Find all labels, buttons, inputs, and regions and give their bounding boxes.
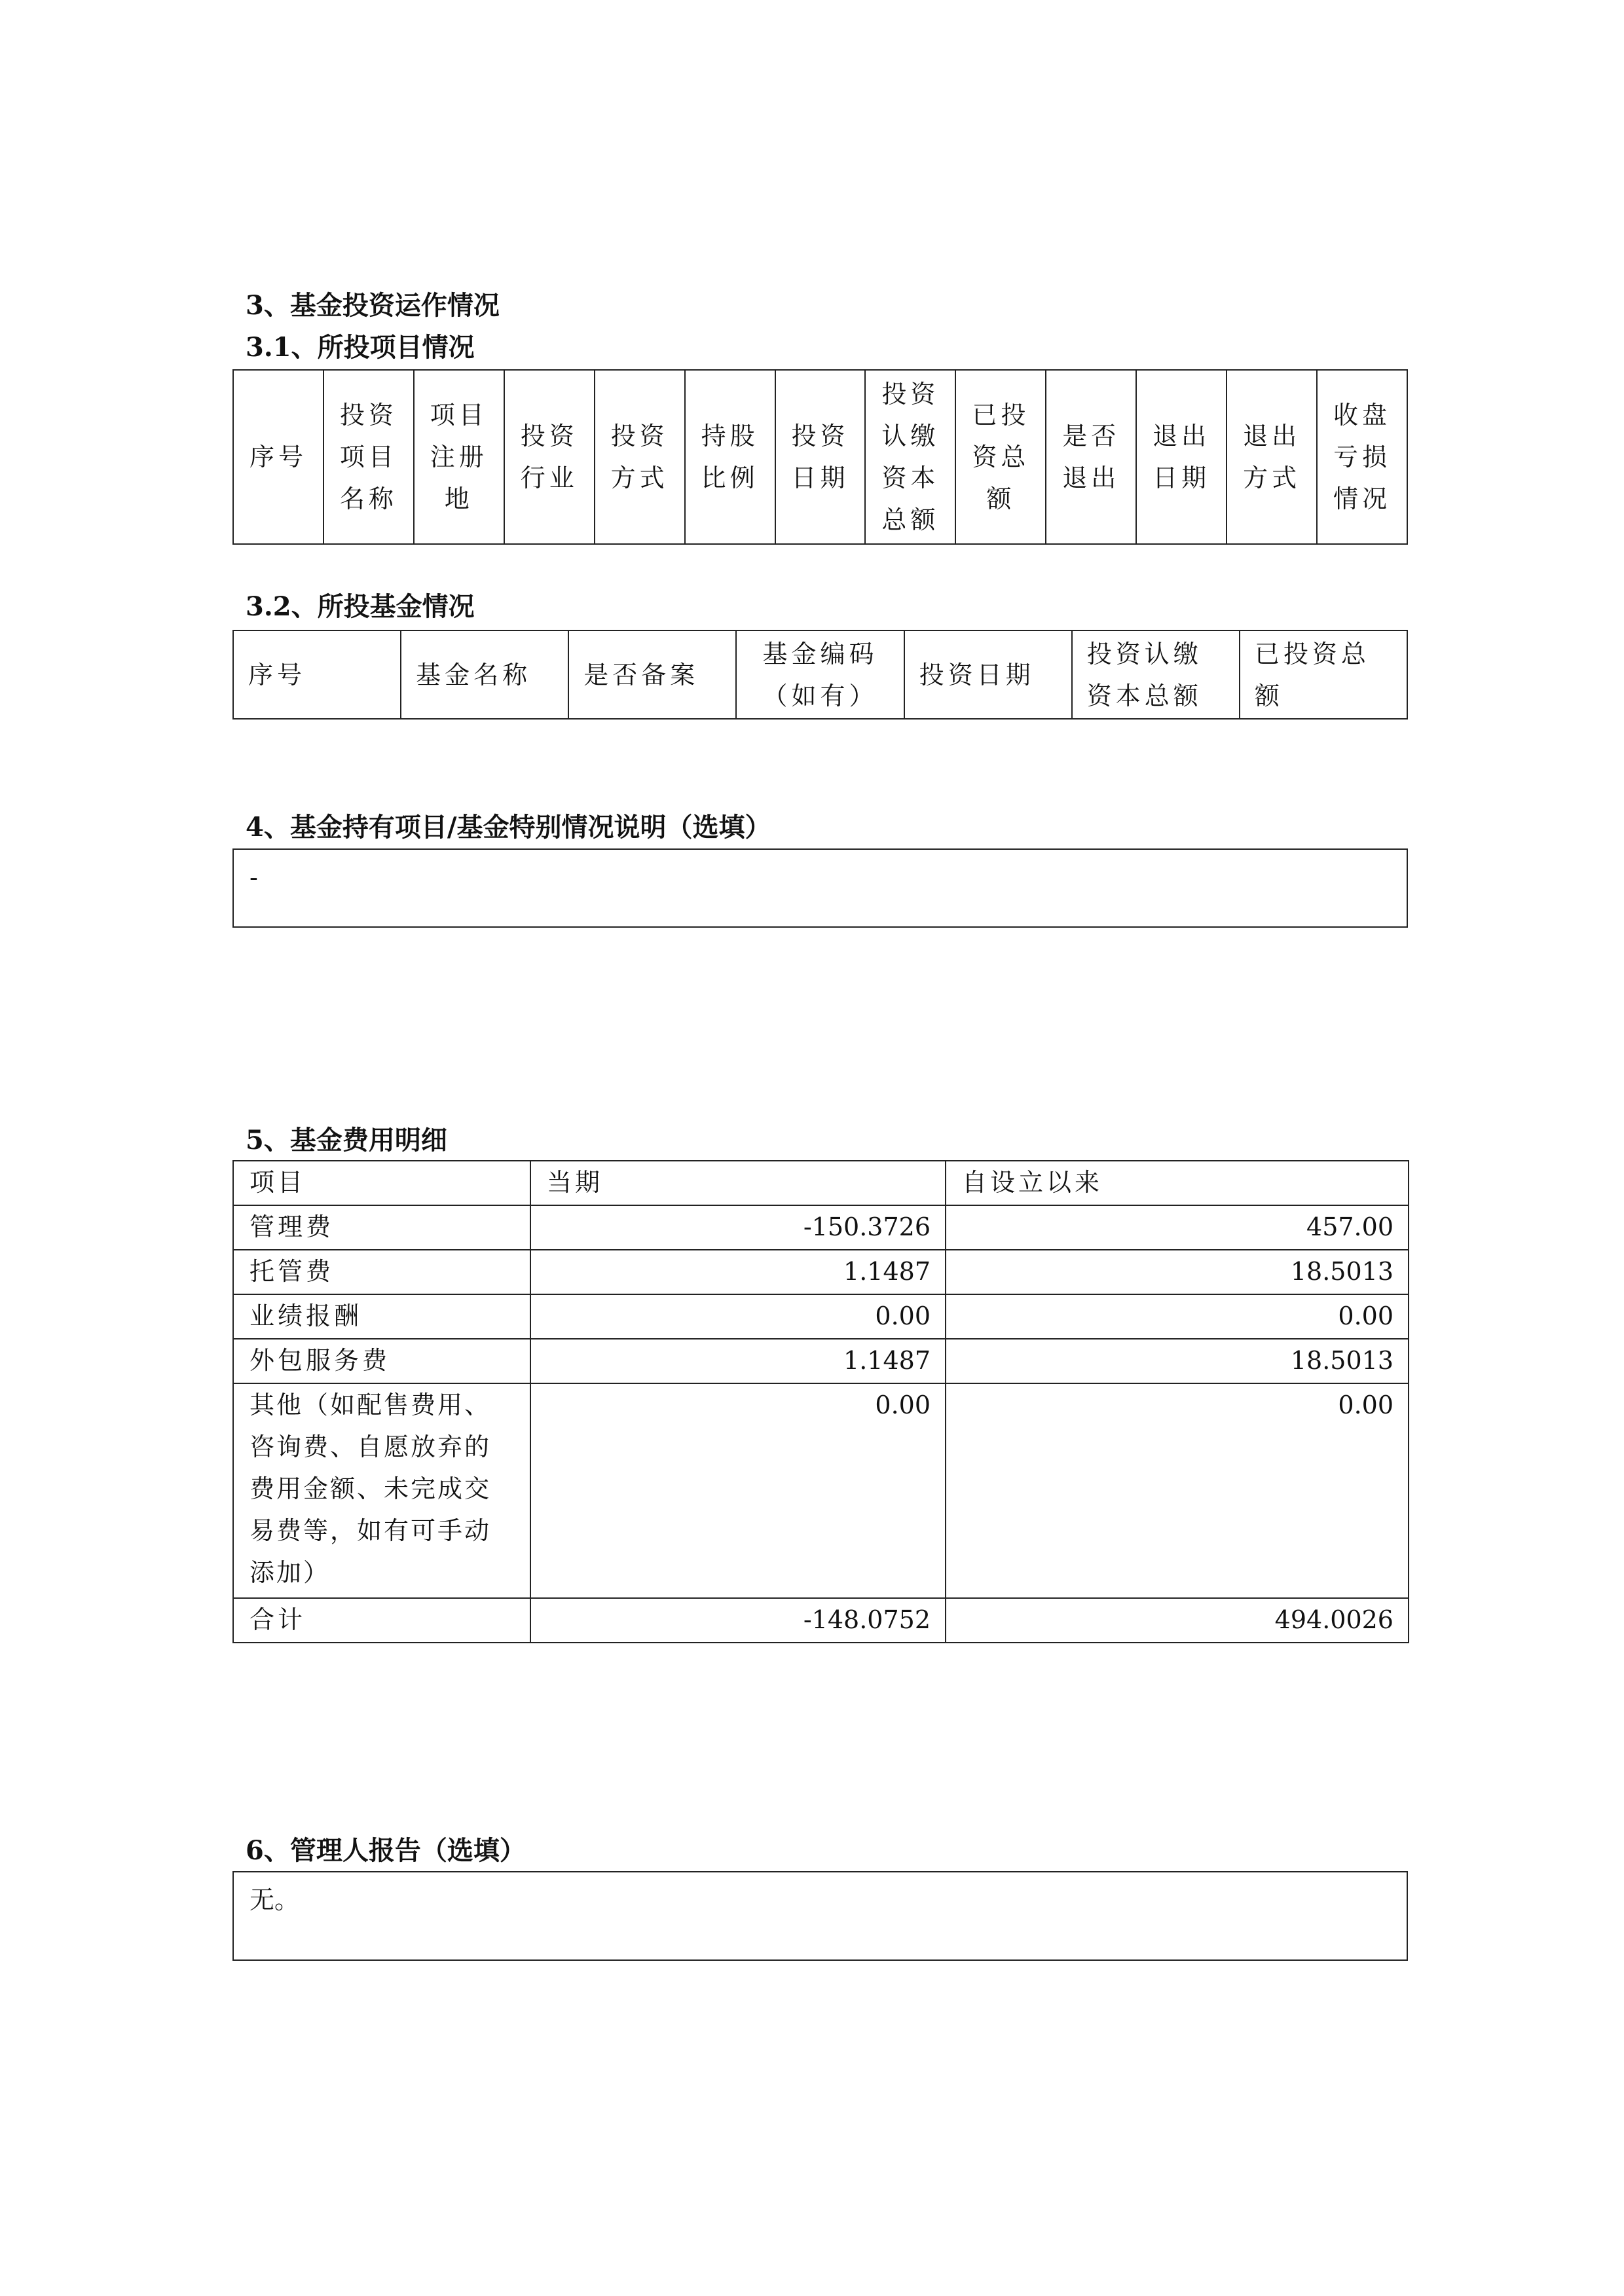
fee-item: 托管费 — [233, 1250, 530, 1294]
invested-projects-table — [232, 369, 1408, 545]
fee-since: 18.5013 — [946, 1250, 1409, 1294]
header-cell: 当期 — [530, 1161, 946, 1205]
table-row — [233, 1339, 1409, 1383]
header-cell: 序号 — [233, 630, 401, 719]
header-cell: 基金名称 — [401, 630, 568, 719]
header-cell: 收盘 亏损 情况 — [1317, 370, 1407, 544]
header-cell: 投资 日期 — [775, 370, 866, 544]
fee-since: 0.00 — [946, 1383, 1409, 1598]
section3-title: 3、基金投资运作情况 — [246, 290, 500, 321]
header-cell: 持股 比例 — [685, 370, 775, 544]
header-cell: 退出 日期 — [1136, 370, 1227, 544]
fee-item: 业绩报酬 — [233, 1294, 530, 1339]
manager-report-box — [232, 1871, 1408, 1961]
table-row — [233, 1598, 1409, 1643]
fee-current: 0.00 — [530, 1294, 946, 1339]
section5-title: 5、基金费用明细 — [246, 1125, 447, 1156]
special-notes-content: - — [233, 849, 1407, 927]
fee-details-table — [232, 1160, 1409, 1643]
fee-current: -148.0752 — [530, 1598, 946, 1643]
header-cell: 是否 退出 — [1046, 370, 1136, 544]
special-notes-box — [232, 848, 1408, 928]
fee-item: 管理费 — [233, 1205, 530, 1250]
table-row — [233, 1383, 1409, 1598]
fee-since: 18.5013 — [946, 1339, 1409, 1383]
fee-item: 其他（如配售费用、 咨询费、自愿放弃的 费用金额、未完成交 易费等，如有可手动 添加） — [233, 1383, 530, 1598]
table-row — [233, 1294, 1409, 1339]
header-cell: 基金编码 （如有） — [736, 630, 904, 719]
header-cell: 投资 行业 — [504, 370, 595, 544]
header-cell: 自设立以来 — [946, 1161, 1409, 1205]
fee-item: 合计 — [233, 1598, 530, 1643]
header-cell: 已投 资总 额 — [955, 370, 1046, 544]
header-cell: 投资认缴 资本总额 — [1072, 630, 1240, 719]
fee-since: 494.0026 — [946, 1598, 1409, 1643]
fee-item: 外包服务费 — [233, 1339, 530, 1383]
section4-title: 4、基金持有项目/基金特别情况说明（选填） — [246, 812, 771, 843]
header-cell: 退出 方式 — [1227, 370, 1317, 544]
fee-current: 0.00 — [530, 1383, 946, 1598]
header-cell: 项目 注册 地 — [414, 370, 504, 544]
header-cell: 项目 — [233, 1161, 530, 1205]
header-cell: 序号 — [233, 370, 323, 544]
table-row — [233, 1205, 1409, 1250]
table-row — [233, 1250, 1409, 1294]
fee-current: 1.1487 — [530, 1339, 946, 1383]
fee-since: 457.00 — [946, 1205, 1409, 1250]
manager-report-content: 无。 — [233, 1872, 1407, 1960]
section3-1-title: 3.1、所投项目情况 — [246, 332, 475, 363]
header-cell: 投资 项目 名称 — [323, 370, 414, 544]
fee-current: -150.3726 — [530, 1205, 946, 1250]
header-cell: 投资 认缴 资本 总额 — [865, 370, 955, 544]
header-cell: 投资 方式 — [595, 370, 685, 544]
fee-since: 0.00 — [946, 1294, 1409, 1339]
invested-funds-table — [232, 630, 1408, 720]
header-cell: 是否备案 — [568, 630, 736, 719]
section6-title: 6、管理人报告（选填） — [246, 1835, 526, 1866]
header-cell: 投资日期 — [904, 630, 1072, 719]
header-cell: 已投资总 额 — [1240, 630, 1407, 719]
section3-2-title: 3.2、所投基金情况 — [246, 591, 475, 622]
fee-current: 1.1487 — [530, 1250, 946, 1294]
